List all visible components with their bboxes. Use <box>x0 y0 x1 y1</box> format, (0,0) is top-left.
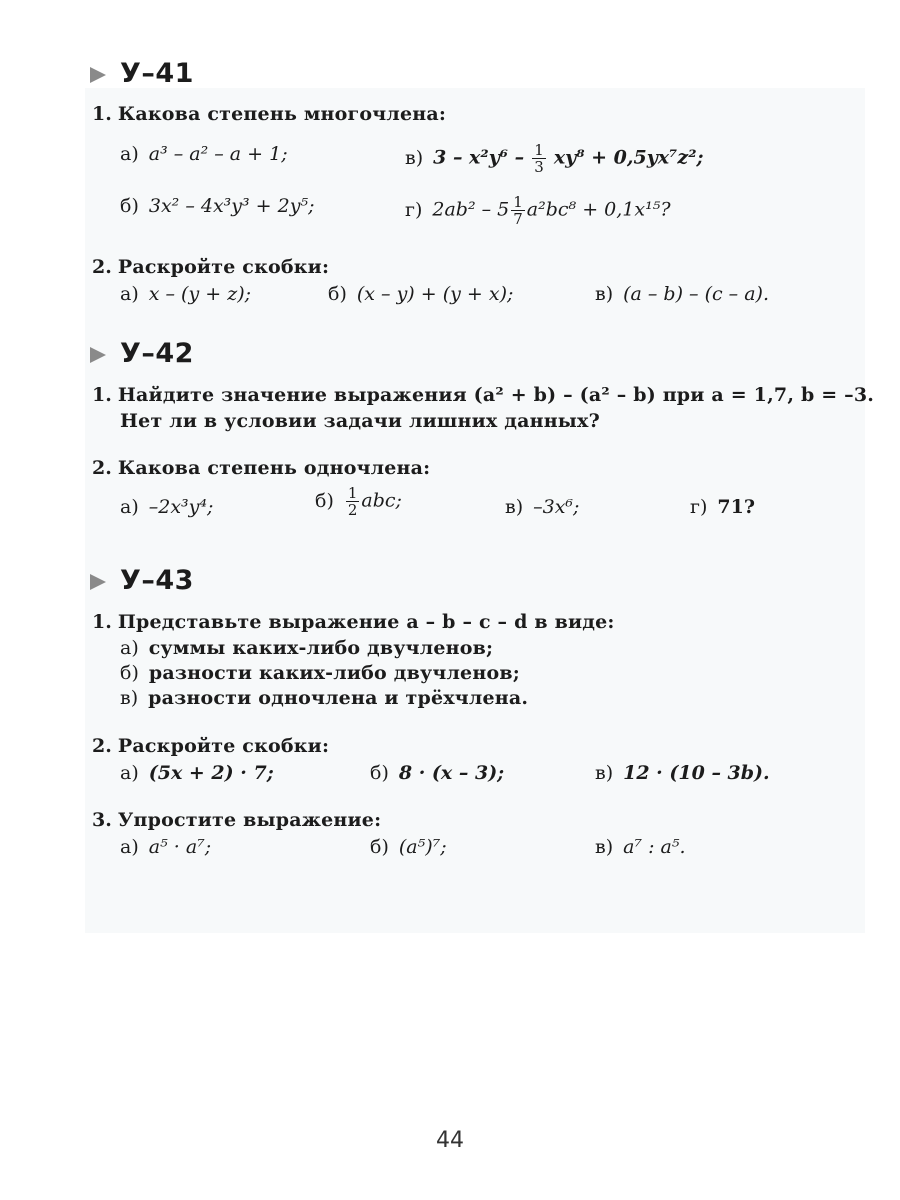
item-label: б) <box>120 662 139 684</box>
task-u41-1 <box>92 102 446 126</box>
item-expression: 12 · (10 – 3b). <box>623 762 770 784</box>
item-u42-2-b <box>315 485 402 518</box>
item-expression: (5x + 2) · 7; <box>148 762 274 784</box>
item-u42-2-v <box>505 495 579 519</box>
item-u43-3-b <box>370 835 447 859</box>
item-expression: a⁵ · a⁷; <box>148 836 212 858</box>
item-label: а) <box>120 496 139 518</box>
task-number: 1. <box>92 384 112 406</box>
task-question: Какова степень многочлена: <box>117 103 447 125</box>
item-label: б) <box>370 762 389 784</box>
task-number: 2. <box>92 256 112 278</box>
task-u43-3 <box>92 808 381 832</box>
item-label: а) <box>120 637 139 659</box>
item-label: б) <box>120 195 139 217</box>
task-question: Нет ли в условии задачи лишних данных? <box>120 410 600 432</box>
item-label: в) <box>120 687 139 709</box>
item-label: в) <box>405 146 424 169</box>
item-label: б) <box>328 283 347 305</box>
fraction-numerator: 1 <box>513 193 523 211</box>
item-u43-1-a <box>120 636 493 660</box>
fraction-numerator: 1 <box>534 141 544 159</box>
item-expression: xy⁸ + 0,5yx⁷z²; <box>553 146 704 169</box>
item-label: в) <box>595 762 614 784</box>
item-u41-2-b <box>328 282 513 306</box>
item-u42-2-g <box>690 495 755 519</box>
fraction <box>346 485 360 518</box>
item-u43-2-b <box>370 761 504 785</box>
item-text: суммы каких-либо двучленов; <box>148 637 494 659</box>
task-question: Какова степень одночлена: <box>117 457 431 479</box>
item-label: в) <box>505 496 524 518</box>
task-question: Раскройте скобки: <box>117 735 330 757</box>
task-u42-2 <box>92 456 430 480</box>
item-u43-2-a <box>120 761 274 785</box>
task-question: Представьте выражение a – b – c – d в виде: <box>117 611 615 633</box>
task-number: 3. <box>92 809 112 831</box>
item-u43-3-a <box>120 835 211 859</box>
task-u43-1 <box>92 610 615 634</box>
item-expression: abc; <box>361 489 402 512</box>
item-expression: 8 · (x – 3); <box>398 762 505 784</box>
item-expression: a⁷ : a⁵. <box>623 836 686 858</box>
section-title: У–42 <box>120 338 194 369</box>
fraction-denominator: 2 <box>347 501 358 519</box>
item-label: б) <box>370 836 389 858</box>
item-u41-1-a <box>120 142 288 166</box>
item-expression: (a⁵)⁷; <box>398 836 447 858</box>
arrow-marker-icon <box>90 574 106 590</box>
item-label: г) <box>690 496 708 518</box>
item-text: разности одночлена и трёхчлена. <box>148 687 529 709</box>
item-u41-1-b <box>120 194 314 218</box>
item-expression: 71? <box>717 496 755 518</box>
section-title: У–43 <box>120 565 194 596</box>
item-expression: 3x² – 4x³y³ + 2y⁵; <box>148 195 315 217</box>
item-expression: –2x³y⁴; <box>148 496 214 518</box>
item-expression: 3 – x²y⁶ – <box>433 146 525 169</box>
fraction-numerator: 1 <box>347 484 358 502</box>
task-number: 1. <box>92 611 112 633</box>
item-expression: 2ab² – 5 <box>432 198 510 221</box>
item-label: в) <box>595 283 614 305</box>
item-u41-2-v <box>595 282 769 306</box>
fraction <box>532 142 546 175</box>
task-u41-2 <box>92 255 329 279</box>
page-number: 44 <box>436 1128 464 1153</box>
fraction-denominator: 3 <box>534 158 544 176</box>
item-u43-1-b <box>120 661 520 685</box>
section-header-u43 <box>90 565 194 596</box>
item-u42-2-a <box>120 495 213 519</box>
item-label: в) <box>595 836 614 858</box>
item-expression: –3x⁶; <box>533 496 580 518</box>
task-u42-1 <box>92 383 874 407</box>
item-label: б) <box>315 489 334 512</box>
item-expression: (a – b) – (c – a). <box>623 283 769 305</box>
task-u42-1-line2 <box>120 409 600 433</box>
item-u41-2-a <box>120 282 251 306</box>
task-number: 1. <box>92 103 112 125</box>
item-label: а) <box>120 143 139 165</box>
section-header-u42 <box>90 338 194 369</box>
task-question: Раскройте скобки: <box>117 256 330 278</box>
item-u43-3-v <box>595 835 686 859</box>
section-title: У–41 <box>120 58 194 89</box>
item-label: а) <box>120 283 139 305</box>
item-u43-1-v <box>120 686 528 710</box>
section-header-u41 <box>90 58 194 89</box>
fraction-denominator: 7 <box>513 210 523 228</box>
item-expression: x – (y + z); <box>148 283 252 305</box>
item-label: г) <box>405 198 423 221</box>
item-label: а) <box>120 836 139 858</box>
task-question: Упростите выражение: <box>117 809 382 831</box>
item-label: а) <box>120 762 139 784</box>
task-question: Найдите значение выражения (a² + b) – (a² – b) при a = 1,7, b = –3. <box>117 384 875 406</box>
item-u41-1-v <box>405 142 704 175</box>
item-expression: (x – y) + (y + x); <box>356 283 514 305</box>
item-u43-2-v <box>595 761 770 785</box>
item-expression: a²bc⁸ + 0,1x¹⁵? <box>526 198 671 221</box>
item-expression: a³ – a² – a + 1; <box>148 143 288 165</box>
arrow-marker-icon <box>90 347 106 363</box>
item-u41-1-g <box>405 194 671 227</box>
task-number: 2. <box>92 735 112 757</box>
item-text: разности каких-либо двучленов; <box>148 662 520 684</box>
task-number: 2. <box>92 457 112 479</box>
task-u43-2 <box>92 734 329 758</box>
fraction <box>511 194 525 227</box>
arrow-marker-icon <box>90 67 106 83</box>
